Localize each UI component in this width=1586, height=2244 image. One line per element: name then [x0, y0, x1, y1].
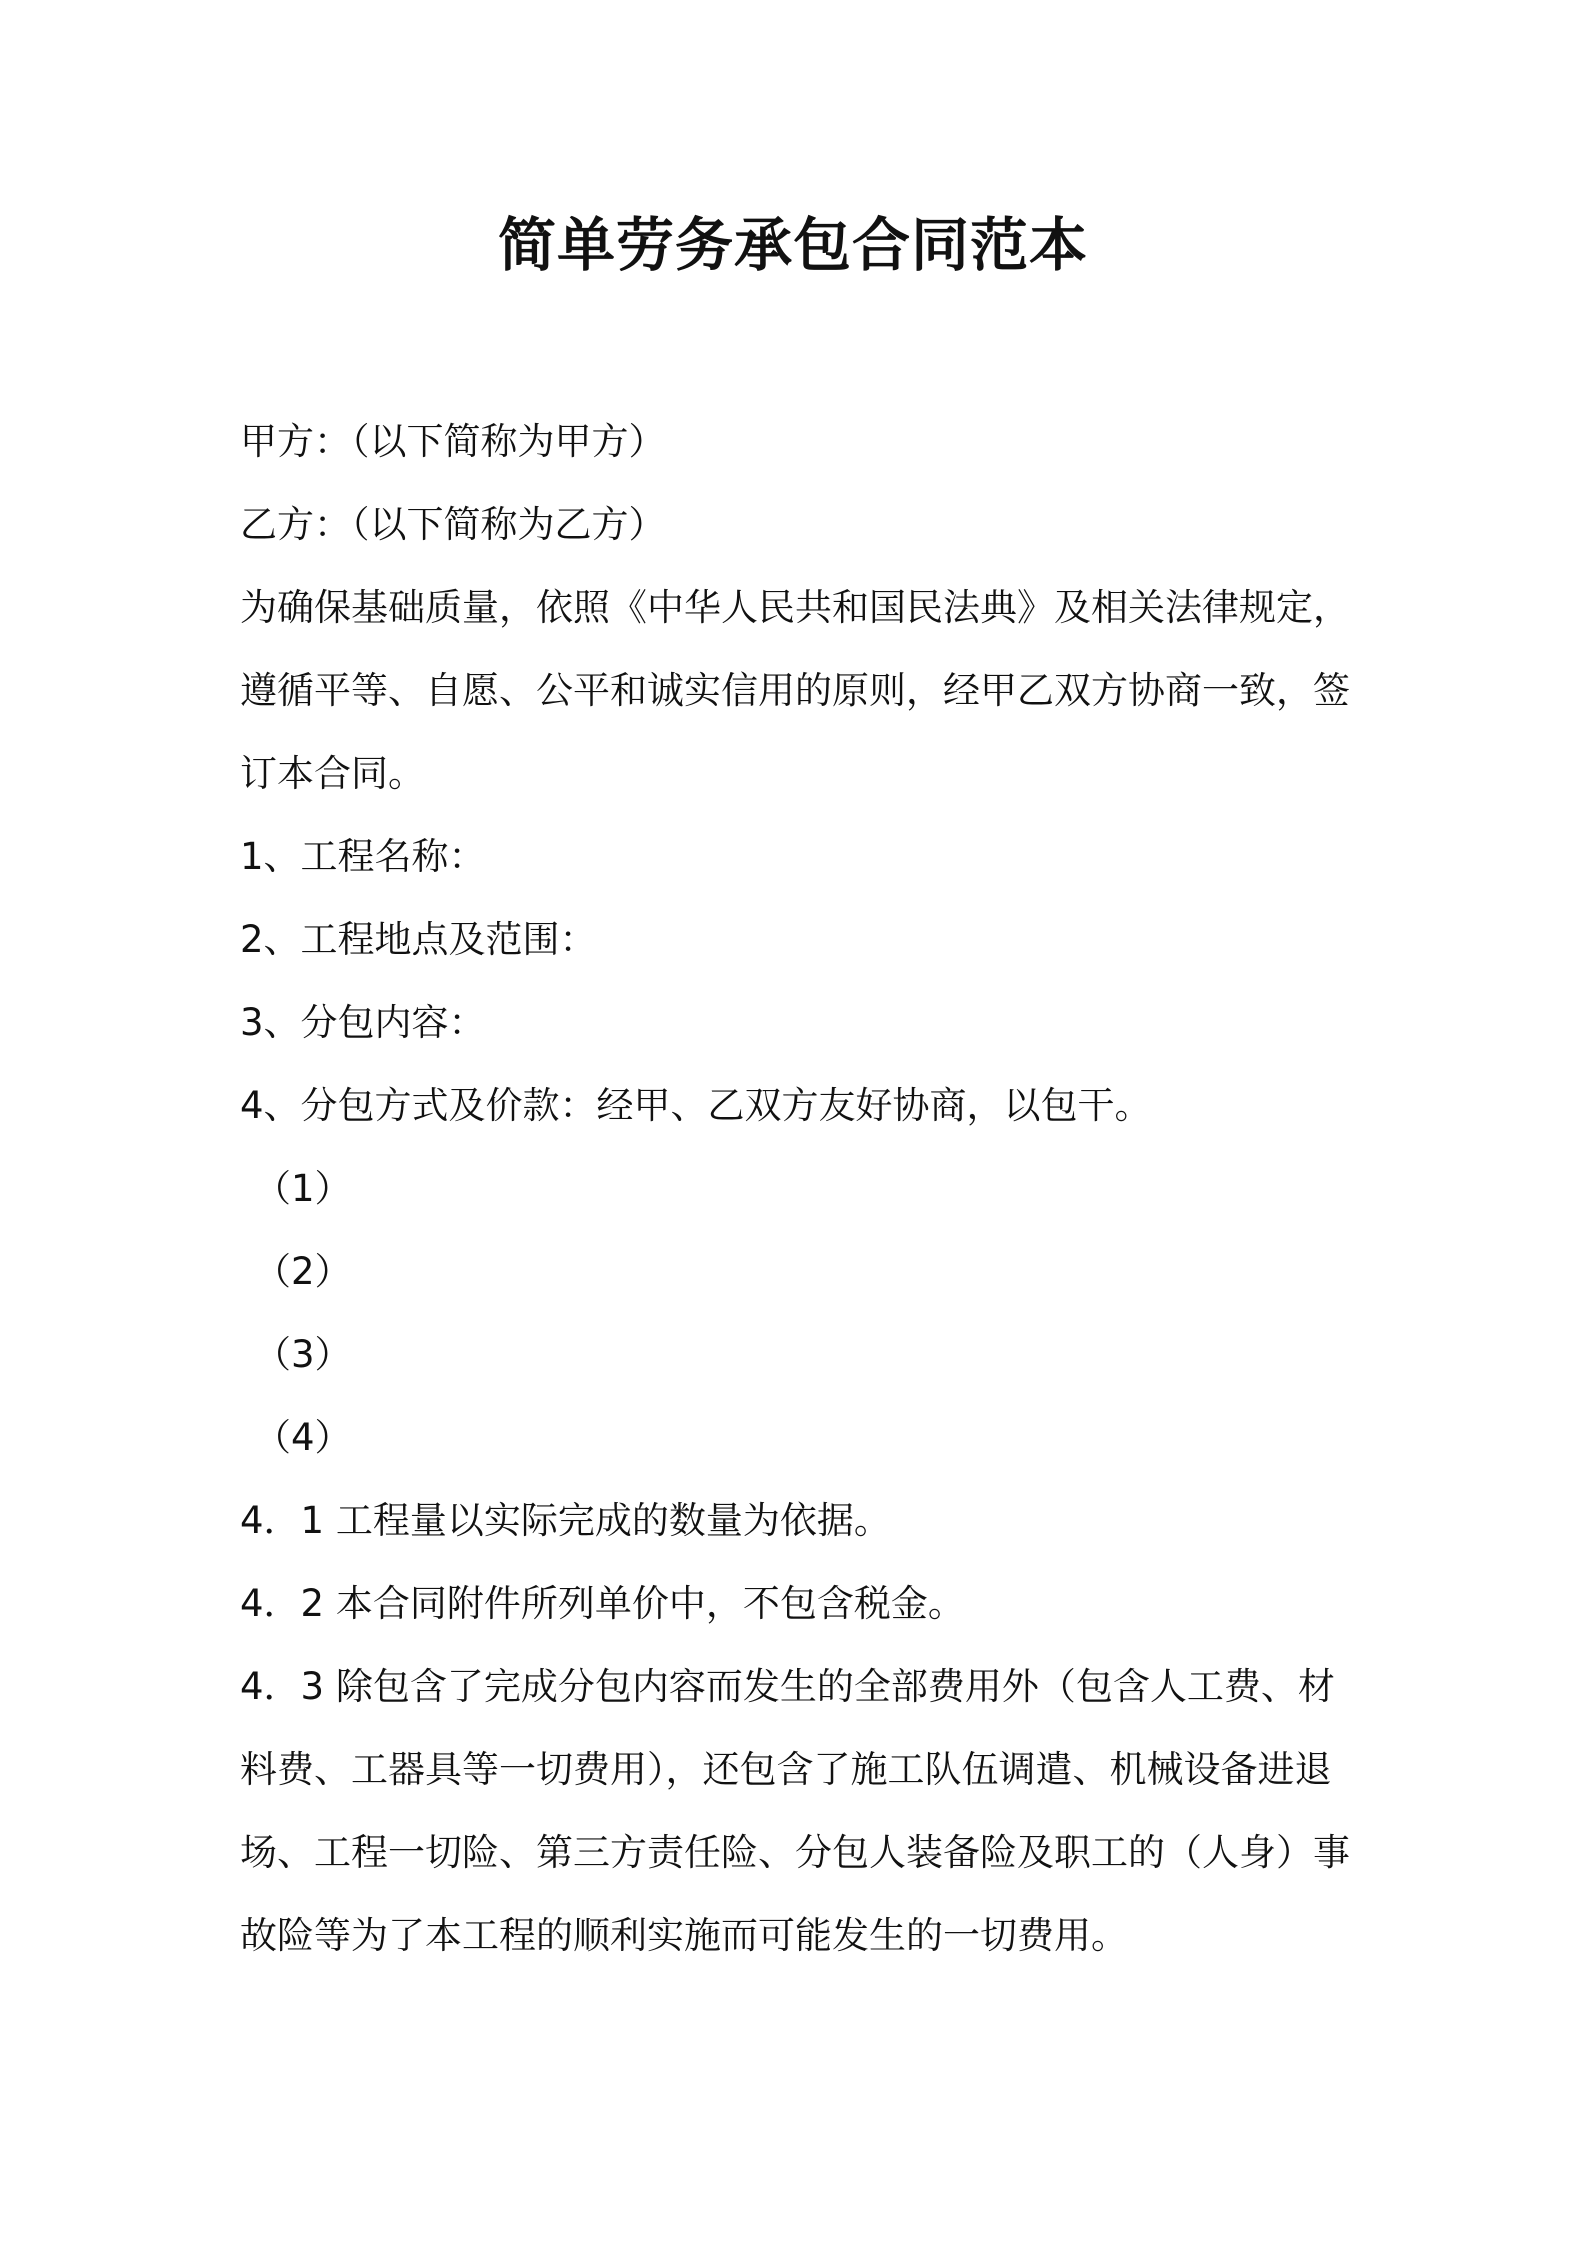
clause-4-item-2: （2）	[254, 1250, 352, 1293]
clause-3-subcontract-content: 3、分包内容：	[240, 1001, 486, 1044]
clause-4-2: 4．2 本合同附件所列单价中，不包含税金。	[240, 1582, 965, 1625]
preamble-line-1: 为确保基础质量，依照《中华人民共和国民法典》及相关法律规定，	[240, 586, 1350, 629]
party-b-line: 乙方：（以下简称为乙方）	[240, 503, 666, 546]
clause-4-3-line-2: 料费、工器具等一切费用），还包含了施工队伍调遣、机械设备进退	[240, 1748, 1332, 1791]
clause-1-project-name: 1、工程名称：	[240, 835, 486, 878]
clause-4-1: 4．1 工程量以实际完成的数量为依据。	[240, 1499, 891, 1542]
document-title: 简单劳务承包合同范本	[497, 211, 1088, 279]
clause-4-3-line-1: 4．3 除包含了完成分包内容而发生的全部费用外（包含人工费、材	[240, 1665, 1335, 1708]
clause-4-item-1: （1）	[254, 1167, 352, 1210]
clause-4-3-line-3: 场、工程一切险、第三方责任险、分包人装备险及职工的（人身）事	[240, 1831, 1350, 1874]
preamble-line-2: 遵循平等、自愿、公平和诚实信用的原则，经甲乙双方协商一致，签	[240, 669, 1350, 712]
clause-4-item-4: （4）	[254, 1416, 352, 1459]
clause-2-location-scope: 2、工程地点及范围：	[240, 918, 597, 961]
clause-4-item-3: （3）	[254, 1333, 352, 1376]
party-a-line: 甲方：（以下简称为甲方）	[240, 420, 666, 463]
document-body	[240, 400, 1360, 1977]
clause-4-method-price: 4、分包方式及价款：经甲、乙双方友好协商，以包干。	[240, 1084, 1152, 1127]
preamble-line-3: 订本合同。	[240, 752, 425, 795]
clause-4-3-line-4: 故险等为了本工程的顺利实施而可能发生的一切费用。	[240, 1914, 1128, 1957]
